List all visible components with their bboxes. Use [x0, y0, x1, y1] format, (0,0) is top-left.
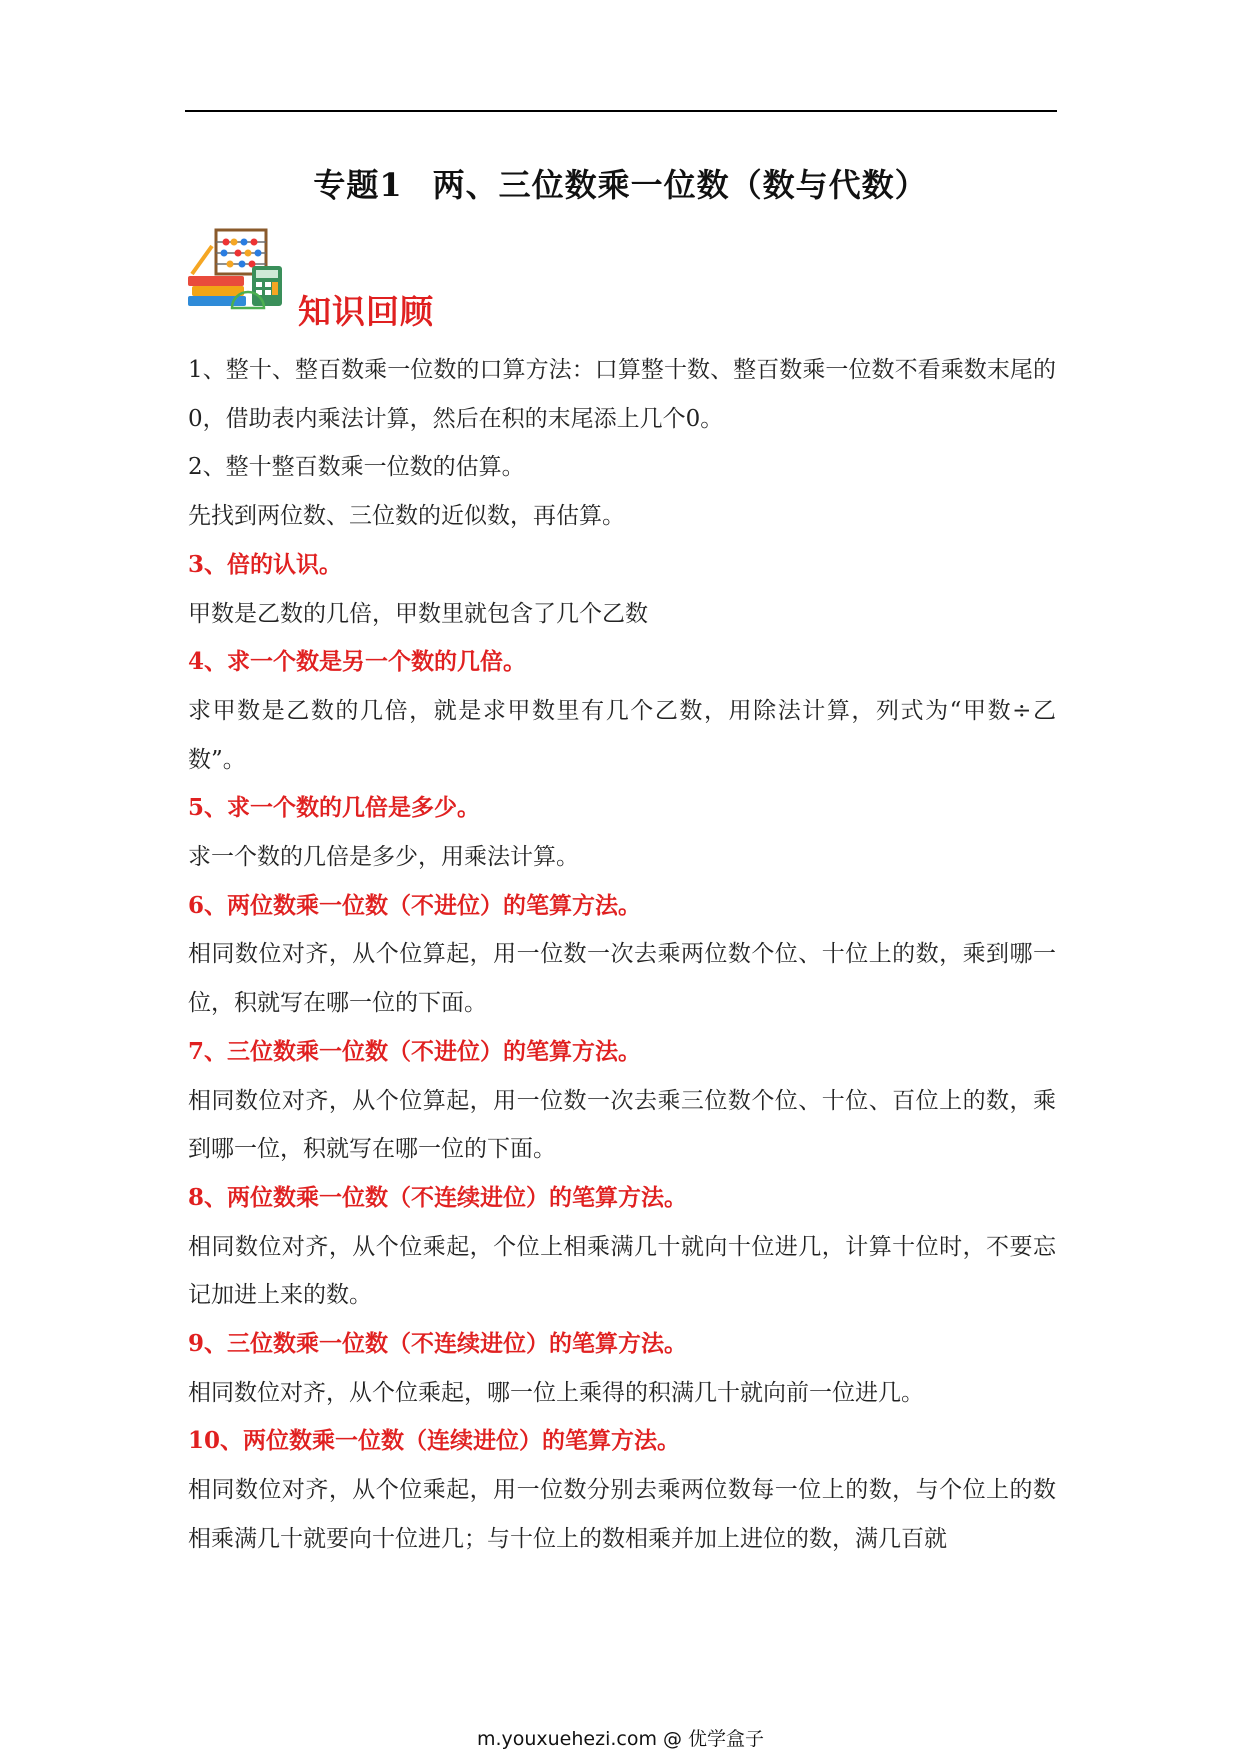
item-heading: 4、求一个数是另一个数的几倍。: [188, 648, 527, 676]
item-paragraph: 相同数位对齐，从个位乘起，个位上相乘满几十就向十位进几，计算十位时，不要忘记加进上来的数。: [188, 1233, 1056, 1309]
item-paragraph: 相同数位对齐，从个位乘起，用一位数分别去乘两位数每一位上的数，与个位上的数相乘满几十就要向十位进几；与十位上的数相乘并加上进位的数，满几百就: [188, 1477, 1056, 1552]
item-paragraph: 甲数是乙数的几倍，甲数里就包含了几个乙数: [188, 600, 648, 627]
item-paragraph: 先找到两位数、三位数的近似数，再估算。: [188, 503, 625, 530]
item-heading: 9、三位数乘一位数（不连续进位）的笔算方法。: [188, 1330, 688, 1358]
footer-watermark: m.youxuehezi.com @ 优学盒子: [476, 1728, 765, 1750]
item-paragraph: 求甲数是乙数的几倍，就是求甲数里有几个乙数，用除法计算，列式为“甲数÷乙数”。: [188, 697, 1056, 773]
item-paragraph: 1、整十、整百数乘一位数的口算方法：口算整十数、整百数乘一位数不看乘数末尾的0，借助表内乘法计算，然后在积的末尾添上几个0。: [188, 357, 1056, 432]
item-paragraph: 相同数位对齐，从个位算起，用一位数一次去乘两位数个位、十位上的数，乘到哪一位，积就写在哪一位的下面。: [188, 941, 1056, 1017]
header-rule: [185, 110, 1057, 112]
abacus-books-calculator-icon: [186, 226, 286, 310]
title-prefix: 专题1: [313, 166, 403, 204]
item-paragraph: 相同数位对齐，从个位乘起，哪一位上乘得的积满几十就向前一位进几。: [188, 1379, 924, 1406]
item-paragraph: 相同数位对齐，从个位算起，用一位数一次去乘三位数个位、十位、百位上的数，乘到哪一位，积就写在哪一位的下面。: [188, 1087, 1056, 1163]
item-heading: 5、求一个数的几倍是多少。: [188, 794, 481, 822]
item-heading: 10、两位数乘一位数（连续进位）的笔算方法。: [188, 1427, 681, 1455]
item-paragraph: 2、整十整百数乘一位数的估算。: [188, 454, 525, 481]
item-heading: 6、两位数乘一位数（不进位）的笔算方法。: [188, 891, 642, 919]
page-title: [0, 160, 1241, 206]
item-heading: 8、两位数乘一位数（不连续进位）的笔算方法。: [188, 1183, 688, 1211]
item-heading: 7、三位数乘一位数（不进位）的笔算方法。: [188, 1037, 642, 1065]
knowledge-list: [188, 346, 1056, 1564]
section-heading: 知识回顾: [298, 292, 434, 331]
title-main: 两、三位数乘一位数（数与代数）: [432, 166, 928, 204]
item-paragraph: 求一个数的几倍是多少，用乘法计算。: [188, 844, 579, 871]
item-heading: 3、倍的认识。: [188, 550, 343, 578]
